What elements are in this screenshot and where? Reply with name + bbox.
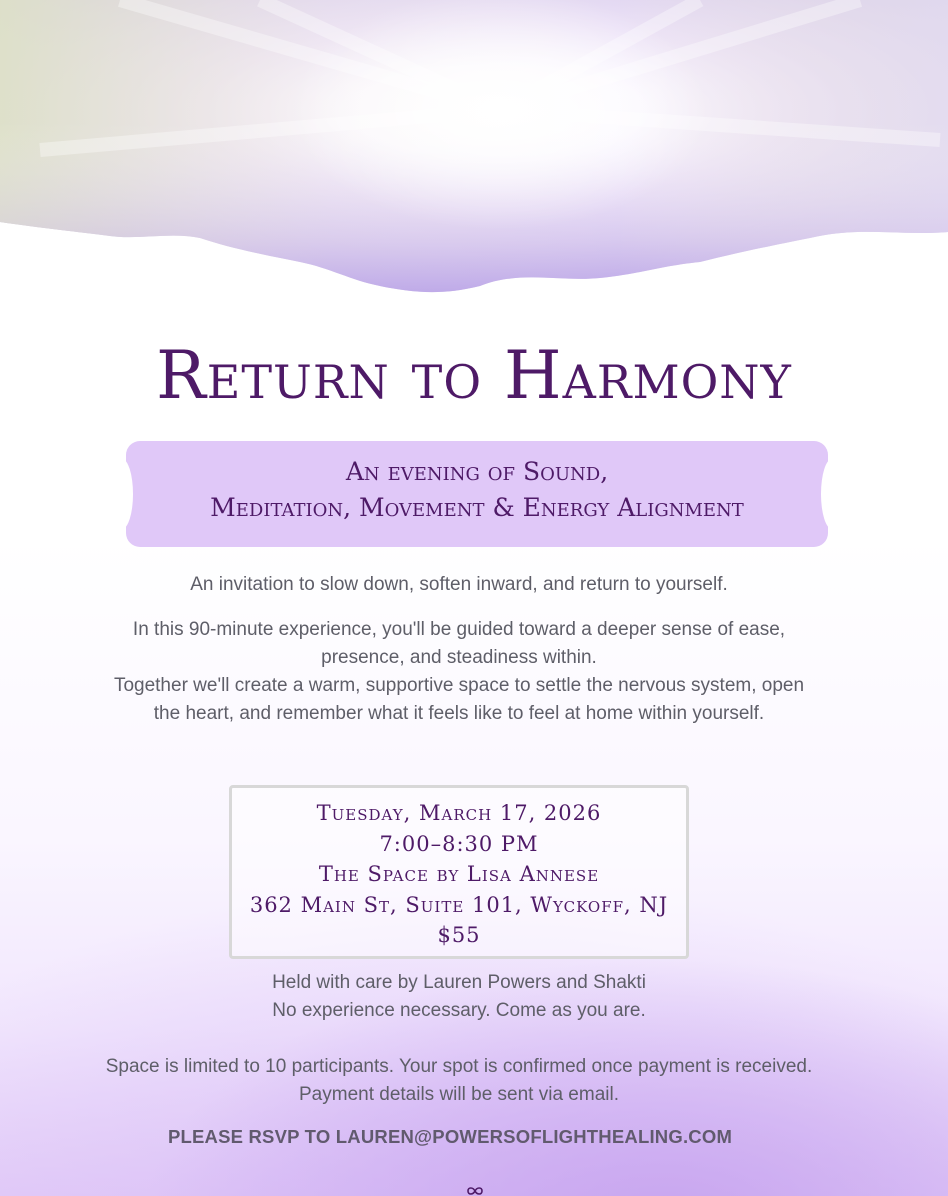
light-rays-image <box>0 0 948 300</box>
event-title: Return to Harmony <box>156 337 792 414</box>
rsvp-link[interactable]: PLEASE RSVP TO LAUREN@POWERSOFLIGHTHEALING.COM <box>167 1126 733 1147</box>
intro-text: An invitation to slow down, soften inward, and return to yourself. <box>190 574 728 595</box>
subtitle-line-1: An evening of Sound, <box>345 457 609 486</box>
event-time: 7:00–8:30 PM <box>379 831 539 856</box>
description-paragraph-1: In this 90-minute experience, you'll be guided toward a deeper sense of ease, presence, and steadiness within. <box>132 619 786 668</box>
infinity-icon <box>465 1186 485 1196</box>
event-date: Tuesday, March 17, 2026 <box>316 801 602 825</box>
event-address: 362 Main St, Suite 101, Wyckoff, NJ <box>249 892 669 917</box>
description-paragraph-2: Together we'll create a warm, supportive space to settle the nervous system, open the heart, and remember what it feels like to feel at home within yourself. <box>113 675 805 724</box>
host-line: Held with care by Lauren Powers and Shakti <box>272 972 646 993</box>
description <box>110 616 808 728</box>
event-price: $55 <box>437 923 481 947</box>
event-details-box <box>229 785 689 959</box>
subtitle-line-2: Meditation, Movement & Energy Alignment <box>210 493 744 522</box>
capacity-note: Space is limited to 10 participants. Your spot is confirmed once payment is received. Payment details will be sent via email. <box>105 1056 813 1105</box>
event-venue: The Space by Lisa Annese <box>318 862 600 886</box>
host-info <box>100 969 818 1025</box>
subtitle-banner <box>126 441 828 547</box>
experience-line: No experience necessary. Come as you are. <box>272 1000 646 1021</box>
